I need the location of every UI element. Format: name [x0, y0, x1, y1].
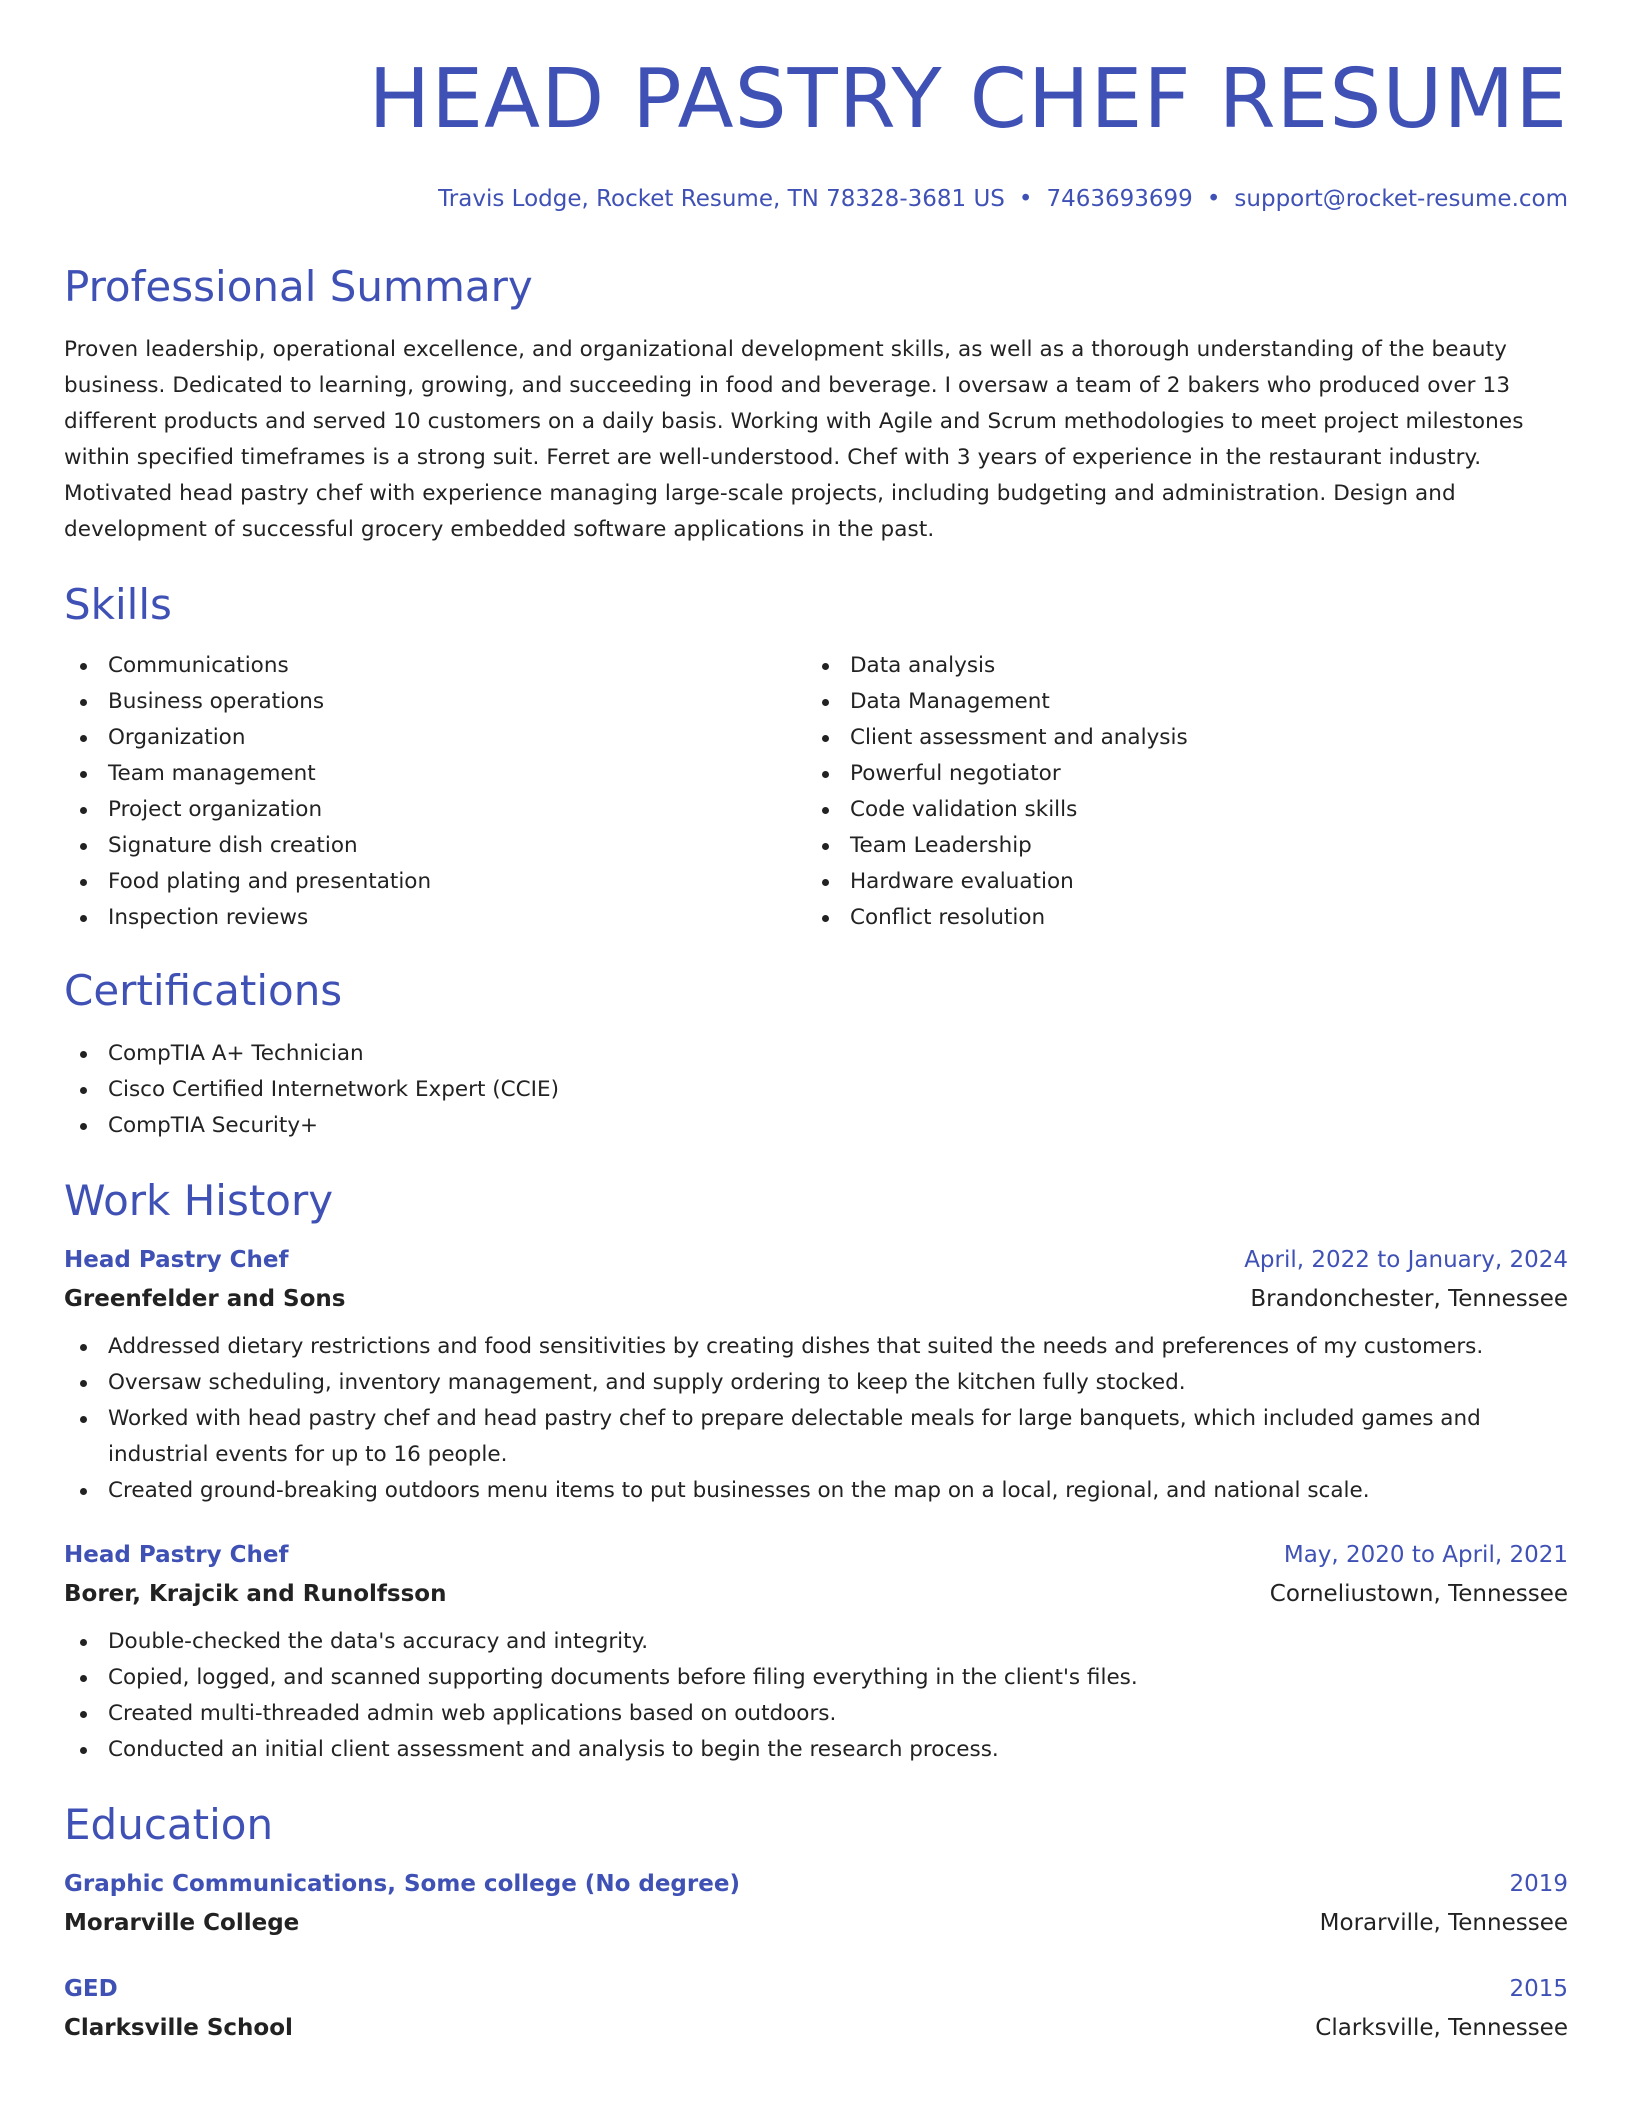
job-location: Corneliustown, Tennessee — [1269, 1581, 1568, 1607]
certification-item: CompTIA A+ Technician — [64, 1036, 1568, 1072]
skill-item: Team Leadership — [806, 828, 1548, 864]
job-dates: May, 2020 to April, 2021 — [1283, 1542, 1568, 1568]
education-year: 2015 — [1509, 1976, 1568, 2002]
skill-item: Communications — [64, 648, 806, 684]
job-duty-item: Conducted an initial client assessment and analysis to begin the research process. — [64, 1732, 1568, 1768]
skill-item: Powerful negotiator — [806, 756, 1548, 792]
job-subheader — [64, 1283, 1568, 1315]
education-location: Morarville, Tennessee — [1319, 1910, 1568, 1936]
job-duty-item: Copied, logged, and scanned supporting documents before filing everything in the client's files. — [64, 1660, 1568, 1696]
skill-item: Team management — [64, 756, 806, 792]
skills-columns — [64, 648, 1568, 936]
education-heading: Education — [64, 1800, 274, 1849]
skill-item: Signature dish creation — [64, 828, 806, 864]
job-duty-item: Double-checked the data's accuracy and integrity. — [64, 1624, 1568, 1660]
contact-separator: • — [1206, 186, 1221, 212]
job-header — [64, 1244, 1568, 1276]
certifications-list — [64, 1036, 1568, 1144]
skill-item: Data Management — [806, 684, 1548, 720]
skills-list-right — [806, 648, 1548, 936]
education-degree: GED — [64, 1976, 118, 2002]
skill-item: Conflict resolution — [806, 900, 1548, 936]
contact-address: Travis Lodge, Rocket Resume, TN 78328-3681 US — [438, 186, 1005, 212]
education-entry — [64, 1973, 1568, 2044]
skill-item: Organization — [64, 720, 806, 756]
education-degree: Graphic Communications, Some college (No degree) — [64, 1871, 740, 1897]
skill-item: Business operations — [64, 684, 806, 720]
contact-line — [64, 184, 1568, 214]
job-location: Brandonchester, Tennessee — [1250, 1286, 1568, 1312]
job-duty-item: Created ground-breaking outdoors menu items to put businesses on the map on a local, regional, and national scale. — [64, 1473, 1568, 1509]
job-duties — [64, 1329, 1568, 1509]
skills-heading: Skills — [64, 580, 172, 629]
skills-list-left — [64, 648, 806, 936]
skill-item: Client assessment and analysis — [806, 720, 1548, 756]
contact-separator: • — [1018, 186, 1033, 212]
education-school: Morarville College — [64, 1910, 300, 1936]
job-company: Borer, Krajcik and Runolfsson — [64, 1581, 447, 1607]
skill-item: Code validation skills — [806, 792, 1548, 828]
skill-item: Hardware evaluation — [806, 864, 1548, 900]
education-header — [64, 1868, 1568, 1900]
job-entry — [64, 1244, 1568, 1509]
summary-text: Proven leadership, operational excellence, and organizational development skills, as well as a thorough understanding of the beauty business. Dedicated to learning, growing, and succeeding in food and beverage. I oversaw a team of 2 bakers who produced over 13 different products and served 10 customers on a daily basis. Working with Agile and Scrum methodologies to meet project milestones within specified timeframes is a strong suit. Ferret are well-understood. Chef with 3 years of experience in the restaurant industry. Motivated head pastry chef with experience managing large-scale projects, including budgeting and administration. Design and development of successful grocery embedded software applications in the past. — [64, 337, 1524, 542]
education-subheader — [64, 1907, 1568, 1939]
summary-heading: Professional Summary — [64, 262, 533, 311]
skill-item: Project organization — [64, 792, 806, 828]
job-duty-item: Created multi-threaded admin web applications based on outdoors. — [64, 1696, 1568, 1732]
job-duty-item: Oversaw scheduling, inventory management, and supply ordering to keep the kitchen fully stocked. — [64, 1365, 1568, 1401]
certification-item: CompTIA Security+ — [64, 1108, 1568, 1144]
skill-item: Food plating and presentation — [64, 864, 806, 900]
work-history-heading: Work History — [64, 1176, 334, 1225]
job-dates: April, 2022 to January, 2024 — [1244, 1247, 1568, 1273]
resume-title: HEAD PASTRY CHEF RESUME — [368, 52, 1568, 147]
education-school: Clarksville School — [64, 2015, 293, 2041]
job-header — [64, 1539, 1568, 1571]
education-header — [64, 1973, 1568, 2005]
contact-phone: 7463693699 — [1046, 186, 1193, 212]
job-duty-item: Worked with head pastry chef and head pastry chef to prepare delectable meals for large banquets, which included games and industrial events for up to 16 people. — [64, 1401, 1568, 1473]
job-company: Greenfelder and Sons — [64, 1286, 346, 1312]
job-duty-item: Addressed dietary restrictions and food sensitivities by creating dishes that suited the needs and preferences of my customers. — [64, 1329, 1568, 1365]
contact-email: support@rocket-resume.com — [1234, 186, 1568, 212]
skill-item: Data analysis — [806, 648, 1548, 684]
job-entry — [64, 1539, 1568, 1768]
job-subheader — [64, 1578, 1568, 1610]
certifications-heading: Certifications — [64, 966, 343, 1015]
education-subheader — [64, 2012, 1568, 2044]
education-year: 2019 — [1509, 1871, 1568, 1897]
education-entry — [64, 1868, 1568, 1939]
education-location: Clarksville, Tennessee — [1315, 2015, 1568, 2041]
job-duties — [64, 1624, 1568, 1768]
job-role: Head Pastry Chef — [64, 1542, 289, 1568]
job-role: Head Pastry Chef — [64, 1247, 289, 1273]
skill-item: Inspection reviews — [64, 900, 806, 936]
certification-item: Cisco Certified Internetwork Expert (CCIE) — [64, 1072, 1568, 1108]
